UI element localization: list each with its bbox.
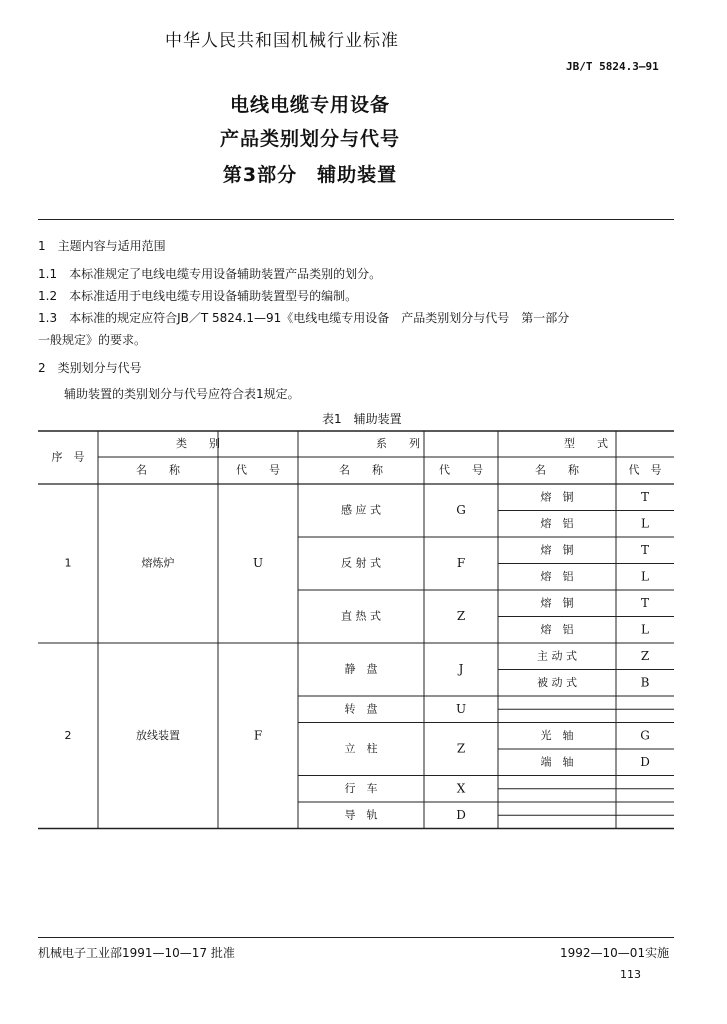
- row-seq: 1: [64, 556, 72, 570]
- model-name: 熔 铜: [540, 543, 574, 557]
- series-name: 反 射 式: [341, 556, 381, 570]
- model-name: 熔 铝: [540, 569, 574, 583]
- title-line-2: 产品类别划分与代号: [219, 128, 400, 150]
- clause-1-3-line-2: 一般规定》的要求。: [38, 333, 147, 347]
- series-code: Z: [456, 609, 466, 623]
- model-name: 光 轴: [540, 728, 574, 742]
- model-code: G: [640, 728, 650, 743]
- series-name: 静 盘: [344, 662, 378, 676]
- model-code: B: [640, 675, 650, 690]
- model-name: 端 轴: [540, 755, 574, 769]
- header-series-name: 名 称: [339, 463, 383, 477]
- model-code: L: [641, 569, 649, 584]
- model-name: 熔 铝: [540, 516, 574, 530]
- series-code: X: [456, 781, 466, 796]
- clause-1-2: 1.2 本标准适用于电线电缆专用设备辅助装置型号的编制。: [38, 289, 358, 303]
- series-code: D: [456, 807, 466, 822]
- clause-1-3-line-1: 1.3 本标准的规定应符合JB／T 5824.1—91《电线电缆专用设备 产品类别划分与代号 第一部分: [38, 311, 570, 325]
- title-line-3: 第3部分 辅助装置: [222, 164, 398, 186]
- section-2-heading: 2 类别划分与代号: [38, 361, 142, 375]
- series-name: 行 车: [344, 781, 378, 795]
- model-code: D: [640, 754, 650, 769]
- standard-code: JB/T 5824.3—91: [566, 60, 659, 73]
- header-category: 类 别: [176, 437, 220, 450]
- section-1-heading: 1 主题内容与适用范围: [38, 239, 166, 253]
- header-series-code: 代 号: [439, 463, 483, 477]
- series-name: 感 应 式: [341, 503, 381, 517]
- header-category-code: 代 号: [236, 463, 280, 477]
- model-code: T: [640, 489, 650, 504]
- series-code: U: [455, 701, 467, 716]
- series-code: J: [458, 662, 464, 676]
- header-model: 型 式: [564, 437, 608, 450]
- category-name: 放线装置: [136, 728, 180, 742]
- clause-1-1: 1.1 本标准规定了电线电缆专用设备辅助装置产品类别的划分。: [38, 267, 382, 281]
- model-code: L: [641, 516, 649, 531]
- series-name: 直 热 式: [341, 609, 381, 623]
- table-caption: 表1 辅助装置: [322, 412, 402, 426]
- category-code: F: [253, 728, 263, 743]
- header-seq: 序 号: [51, 450, 85, 464]
- model-code: T: [640, 542, 650, 557]
- header-category-name: 名 称: [136, 463, 180, 477]
- header-model-name: 名 称: [535, 463, 579, 477]
- section-2-paragraph: 辅助装置的类别划分与代号应符合表1规定。: [64, 387, 300, 401]
- series-code: F: [456, 556, 466, 570]
- model-name: 熔 铝: [540, 622, 574, 636]
- model-name: 主 动 式: [537, 649, 577, 663]
- title-line-1: 电线电缆专用设备: [229, 94, 390, 116]
- series-code: G: [456, 503, 466, 517]
- header-series: 系 列: [376, 437, 420, 450]
- model-code: L: [641, 622, 649, 637]
- category-name: 熔炼炉: [141, 556, 175, 570]
- approval-note: 机械电子工业部1991—10—17 批准: [38, 946, 235, 960]
- model-code: Z: [640, 648, 650, 663]
- model-code: T: [640, 595, 650, 610]
- model-name: 被 动 式: [537, 675, 577, 689]
- issuing-authority: 中华人民共和国机械行业标准: [165, 31, 399, 51]
- category-code: U: [252, 556, 264, 570]
- effective-date: 1992—10—01实施: [560, 946, 670, 960]
- series-name: 转 盘: [344, 702, 378, 716]
- series-code: Z: [456, 741, 466, 756]
- header-model-code: 代 号: [628, 463, 662, 477]
- row-seq: 2: [64, 728, 72, 742]
- model-name: 熔 铜: [540, 490, 574, 504]
- series-name: 立 柱: [344, 742, 378, 755]
- footer-divider: [38, 937, 674, 938]
- model-name: 熔 铜: [540, 596, 574, 610]
- page-number: 113: [620, 968, 641, 981]
- series-name: 导 轨: [344, 808, 378, 822]
